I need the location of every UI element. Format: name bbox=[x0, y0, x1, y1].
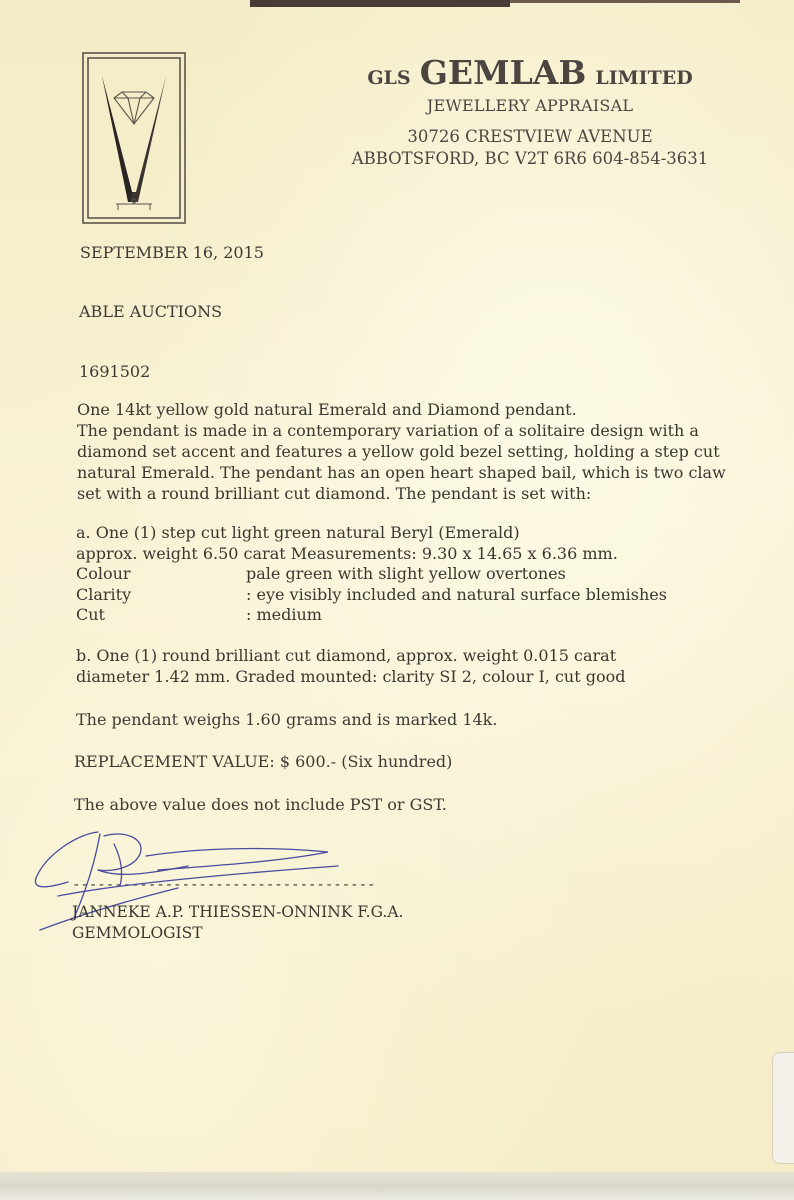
stone-b-line-2: diameter 1.42 mm. Graded mounted: clarity SI 2, colour I, cut good bbox=[76, 666, 626, 686]
reference-number: 1691502 bbox=[79, 362, 151, 381]
description-line: The pendant is made in a contemporary variation of a solitaire design with a bbox=[77, 421, 699, 440]
company-subtitle: JEWELLERY APPRAISAL bbox=[426, 96, 634, 115]
company-name bbox=[340, 53, 720, 96]
description-line: One 14kt yellow gold natural Emerald and Diamond pendant. bbox=[77, 400, 577, 419]
company-prefix: GLS bbox=[367, 67, 411, 89]
company-main-name: GEMLAB bbox=[419, 53, 587, 92]
stone-a-line-2: approx. weight 6.50 carat Measurements: 9.30 x 14.65 x 6.36 mm. bbox=[76, 543, 618, 563]
signature-line: ------------------------------------ bbox=[72, 877, 376, 893]
signer-block bbox=[72, 902, 403, 944]
attribute-label: Cut bbox=[76, 605, 105, 624]
sleeve-bottom-edge bbox=[0, 1172, 794, 1200]
company-suffix: LIMITED bbox=[595, 67, 693, 89]
address-line-2: ABBOTSFORD, BC V2T 6R6 604-854-3631 bbox=[351, 149, 709, 168]
attribute-label: Clarity bbox=[76, 584, 132, 604]
item-description bbox=[77, 399, 777, 504]
letterhead bbox=[340, 53, 720, 168]
attribute-value: pale green with slight yellow overtones bbox=[246, 564, 566, 583]
signer-name: JANNEKE A.P. THIESSEN-ONNINK F.G.A. bbox=[72, 903, 404, 921]
description-line: natural Emerald. The pendant has an open heart shaped bail, which is two claw bbox=[77, 463, 726, 482]
attribute-value: : eye visibly included and natural surface blemishes bbox=[246, 584, 667, 604]
top-edge-dark bbox=[250, 0, 510, 7]
diamond-v-logo-icon bbox=[82, 52, 186, 224]
signer-title: GEMMOLOGIST bbox=[72, 924, 203, 942]
attribute-value: : medium bbox=[246, 605, 322, 624]
weight-note: The pendant weighs 1.60 grams and is marked 14k. bbox=[76, 710, 498, 729]
replacement-value: REPLACEMENT VALUE: $ 600.- (Six hundred) bbox=[74, 752, 453, 771]
stone-b-line-1: b. One (1) round brilliant cut diamond, approx. weight 0.015 carat bbox=[76, 646, 617, 665]
description-line: set with a round brilliant cut diamond. The pendant is set with: bbox=[77, 484, 592, 503]
attribute-row-colour bbox=[76, 564, 667, 585]
attribute-row-cut bbox=[76, 605, 667, 626]
client-name: ABLE AUCTIONS bbox=[79, 302, 223, 321]
attribute-row-clarity bbox=[76, 585, 667, 606]
top-edge-dark-right bbox=[510, 0, 740, 3]
sleeve-tab bbox=[772, 1052, 794, 1164]
stone-a-line-1: a. One (1) step cut light green natural Beryl (Emerald) bbox=[76, 523, 520, 542]
tax-note: The above value does not include PST or GST. bbox=[74, 795, 447, 814]
address-line-1: 30726 CRESTVIEW AVENUE bbox=[407, 127, 653, 146]
appraisal-date: SEPTEMBER 16, 2015 bbox=[80, 243, 264, 262]
attribute-label: Colour bbox=[76, 564, 131, 583]
description-line: diamond set accent and features a yellow gold bezel setting, holding a step cut bbox=[77, 442, 720, 461]
stone-a-details bbox=[76, 523, 667, 626]
stone-b-details bbox=[76, 646, 626, 687]
